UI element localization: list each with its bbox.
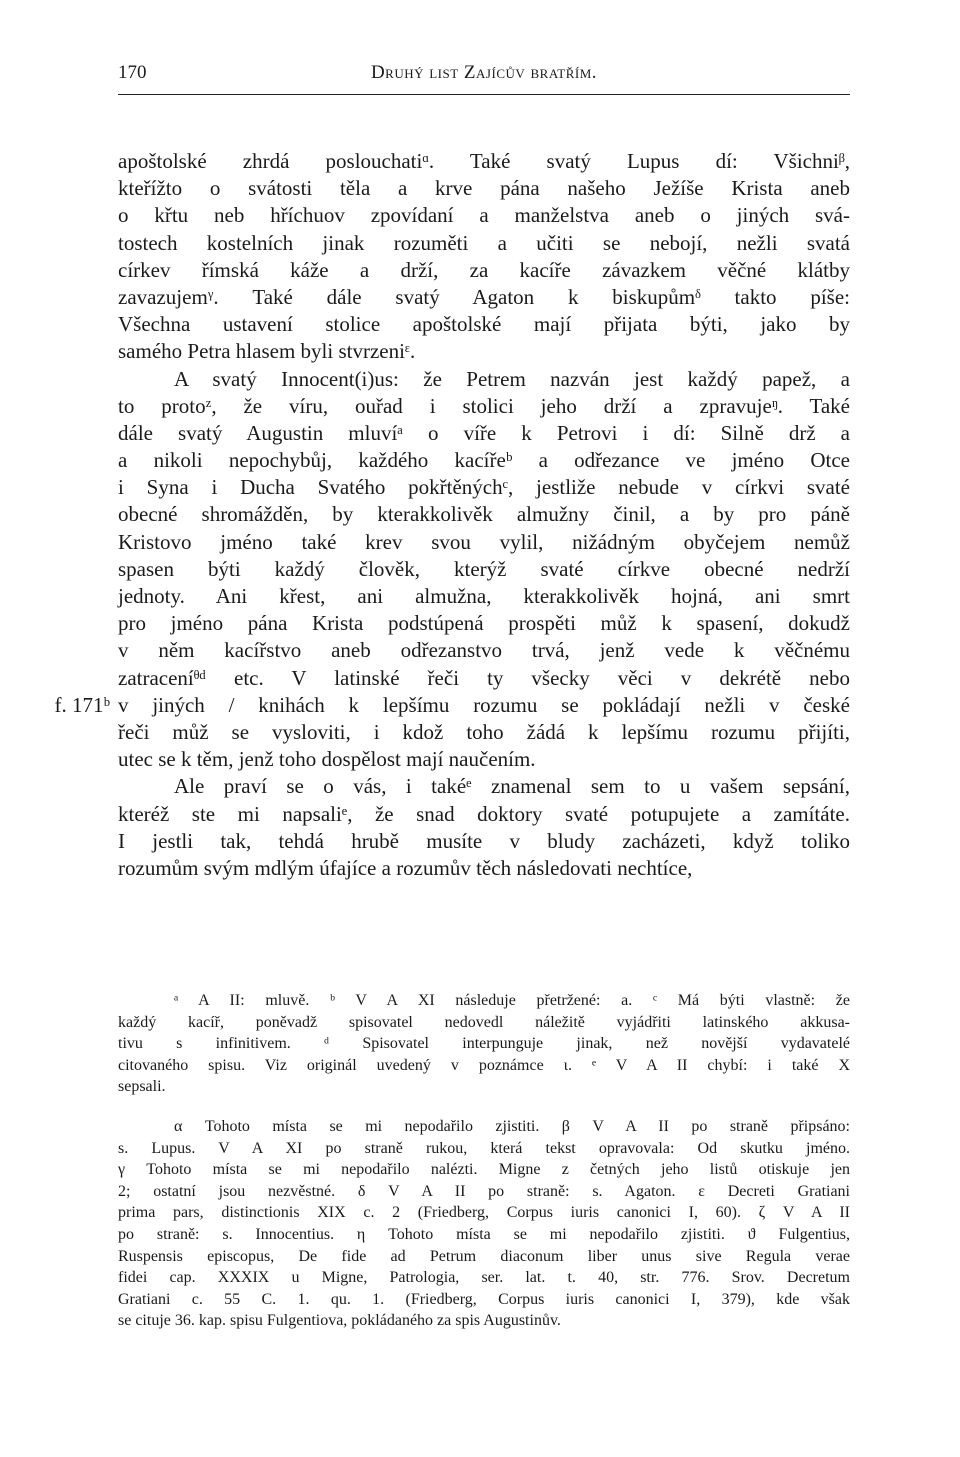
text-line: pro jméno pána Krista podstúpená prospěti můž k spasení, dokudž — [118, 611, 850, 636]
running-title: Druhý list Zajícův bratřím. — [370, 62, 598, 83]
footnote-line: α Tohoto místa se mi nepodařilo zjistiti. β V A II po straně připsáno: — [174, 1118, 850, 1135]
text-line: církev římská káže a drží, za kacíře závazkem věčné klátby — [118, 257, 850, 282]
text-line: to protoᶻ, že víru, ouřad i stolici jeho drží a zpravujeᵑ. Také — [118, 393, 850, 418]
main-text-block — [54, 148, 850, 882]
text-line: řeči můž se vysloviti, i kdož toho žádá k lepšímu rozumu přijíti, — [118, 719, 850, 744]
footnote-line: γ Tohoto místa se mi nepodařilo nalézti. Migne z četných jeho listů otiskuje jen — [118, 1161, 850, 1179]
footnote-line: Ruspensis episcopus, De fide ad Petrum diaconum liber unus sive Regula verae — [118, 1247, 850, 1265]
text-line: kteréž ste mi napsaliᵉ, že snad doktory svaté potupujete a zamítáte. — [118, 801, 850, 826]
text-line: zatraceníᶿᵈ etc. V latinské řeči ty všecky věci v dekrétě nebo — [118, 665, 850, 690]
text-line: zavazujemᵞ. Také dále svatý Agaton k biskupůmᵟ takto píše: — [118, 284, 850, 309]
text-line: jednoty. Ani křest, ani almužna, kterakkolivěk hojná, ani smrt — [118, 584, 850, 608]
margin-folio-note: f. 171ᵇ — [54, 693, 110, 717]
footnote-line: ᵃ A II: mluvě. ᵇ V A XI následuje přetržené: a. ᶜ Má býti vlastně: že — [174, 992, 850, 1009]
text-line: kteřížto o svátosti těla a krve pána našeho Ježíše Krista aneb — [118, 176, 850, 201]
footnote-line: s. Lupus. V A XI po straně rukou, která tekst opravovala: Od skutku jméno. — [118, 1139, 850, 1157]
footnote-line: prima pars, distinctionis XIX c. 2 (Friedberg, Corpus iuris canonici I, 60). ζ V A II — [118, 1204, 850, 1222]
text-line: a nikoli nepochybůj, každého kacířeᵇ a odřezance ve jméno Otce — [118, 448, 850, 473]
text-line: dále svatý Augustin mluvíᵃ o víře k Petrovi i dí: Silně drž a — [118, 420, 850, 445]
text-line: I jestli tak, tehdá hrubě musíte v bludy zacházeti, když toliko — [118, 828, 850, 853]
page-header — [118, 62, 850, 96]
footnote-line: Gratiani c. 55 C. 1. qu. 1. (Friedberg, Corpus iuris canonici I, 379), kde však — [118, 1290, 850, 1308]
footnote-line: tivu s infinitivem. ᵈ Spisovatel interpunguje jinak, než novější vydavatelé — [118, 1035, 850, 1053]
text-line: obecné shromážděn, by kterakkolivěk almužny činil, a by pro páně — [118, 502, 850, 527]
header-rule — [118, 94, 850, 95]
footnote-line: fidei cap. XXXIX u Migne, Patrologia, ser. lat. t. 40, str. 776. Srov. Decretum — [118, 1269, 850, 1287]
text-line: o křtu neb hříchuov zpovídaní a manželstva aneb o jiných svá- — [118, 203, 850, 228]
text-line: i Syna i Ducha Svatého pokřtěnýchᶜ, jestliže nebude v církvi svaté — [118, 475, 850, 500]
footnote-line: 2; ostatní jsou nezvěstné. δ V A II po straně: s. Agaton. ε Decreti Gratiani — [118, 1182, 850, 1200]
footnote-line: po straně: s. Innocentius. η Tohoto místa se mi nepodařilo zjistiti. ϑ Fulgentius, — [118, 1225, 850, 1243]
text-line: apoštolské zhrdá poslouchatiᵅ. Také svatý Lupus dí: Všichniᵝ, — [118, 149, 850, 173]
text-line: utec se k těm, jenž toho dospělost mají naučením. — [118, 747, 536, 772]
text-line: Kristovo jméno také krev svou vylil, nižádným obyčejem nemůž — [118, 529, 850, 554]
footnotes-explanatory — [118, 1116, 850, 1332]
text-line: A svatý Innocent(i)us: že Petrem nazván jest každý papež, a — [174, 366, 850, 391]
footnote-line: citovaného spisu. Viz originál uvedený v poznámce ι. ᵉ V A II chybí: i také X — [118, 1056, 850, 1074]
page-number: 170 — [118, 62, 147, 83]
footnote-line: sepsali. — [118, 1078, 166, 1096]
text-line: v jiných / knihách k lepšímu rozumu se pokládají nežli v české — [118, 692, 850, 717]
text-line: rozumům svým mdlým úfajíce a rozumův těch následovati nechtíce, — [118, 855, 693, 880]
text-line: tostech kostelních jinak rozuměti a učiti se nebojí, nežli svatá — [118, 230, 850, 255]
text-line: spasen býti každý člověk, kterýž svaté církve obecné nedrží — [118, 556, 850, 581]
text-line: samého Petra hlasem byli stvrzeniᵋ. — [118, 339, 416, 364]
footnote-line: každý kacíř, poněvadž spisovatel nedovedl náležitě vyjádřiti latinského akkusa- — [118, 1013, 850, 1031]
text-line: Všechna ustavení stolice apoštolské mají přijata býti, jako by — [118, 312, 850, 337]
footnotes-textual — [118, 990, 850, 1098]
text-line: v něm kacířstvo aneb odřezanstvo trvá, jenž vede k věčnému — [118, 638, 850, 663]
footnote-line: se cituje 36. kap. spisu Fulgentiova, pokládaného za spis Augustinův. — [118, 1312, 561, 1330]
text-line: Ale praví se o vás, i takéᵉ znamenal sem to u vašem sepsání, — [174, 774, 850, 799]
